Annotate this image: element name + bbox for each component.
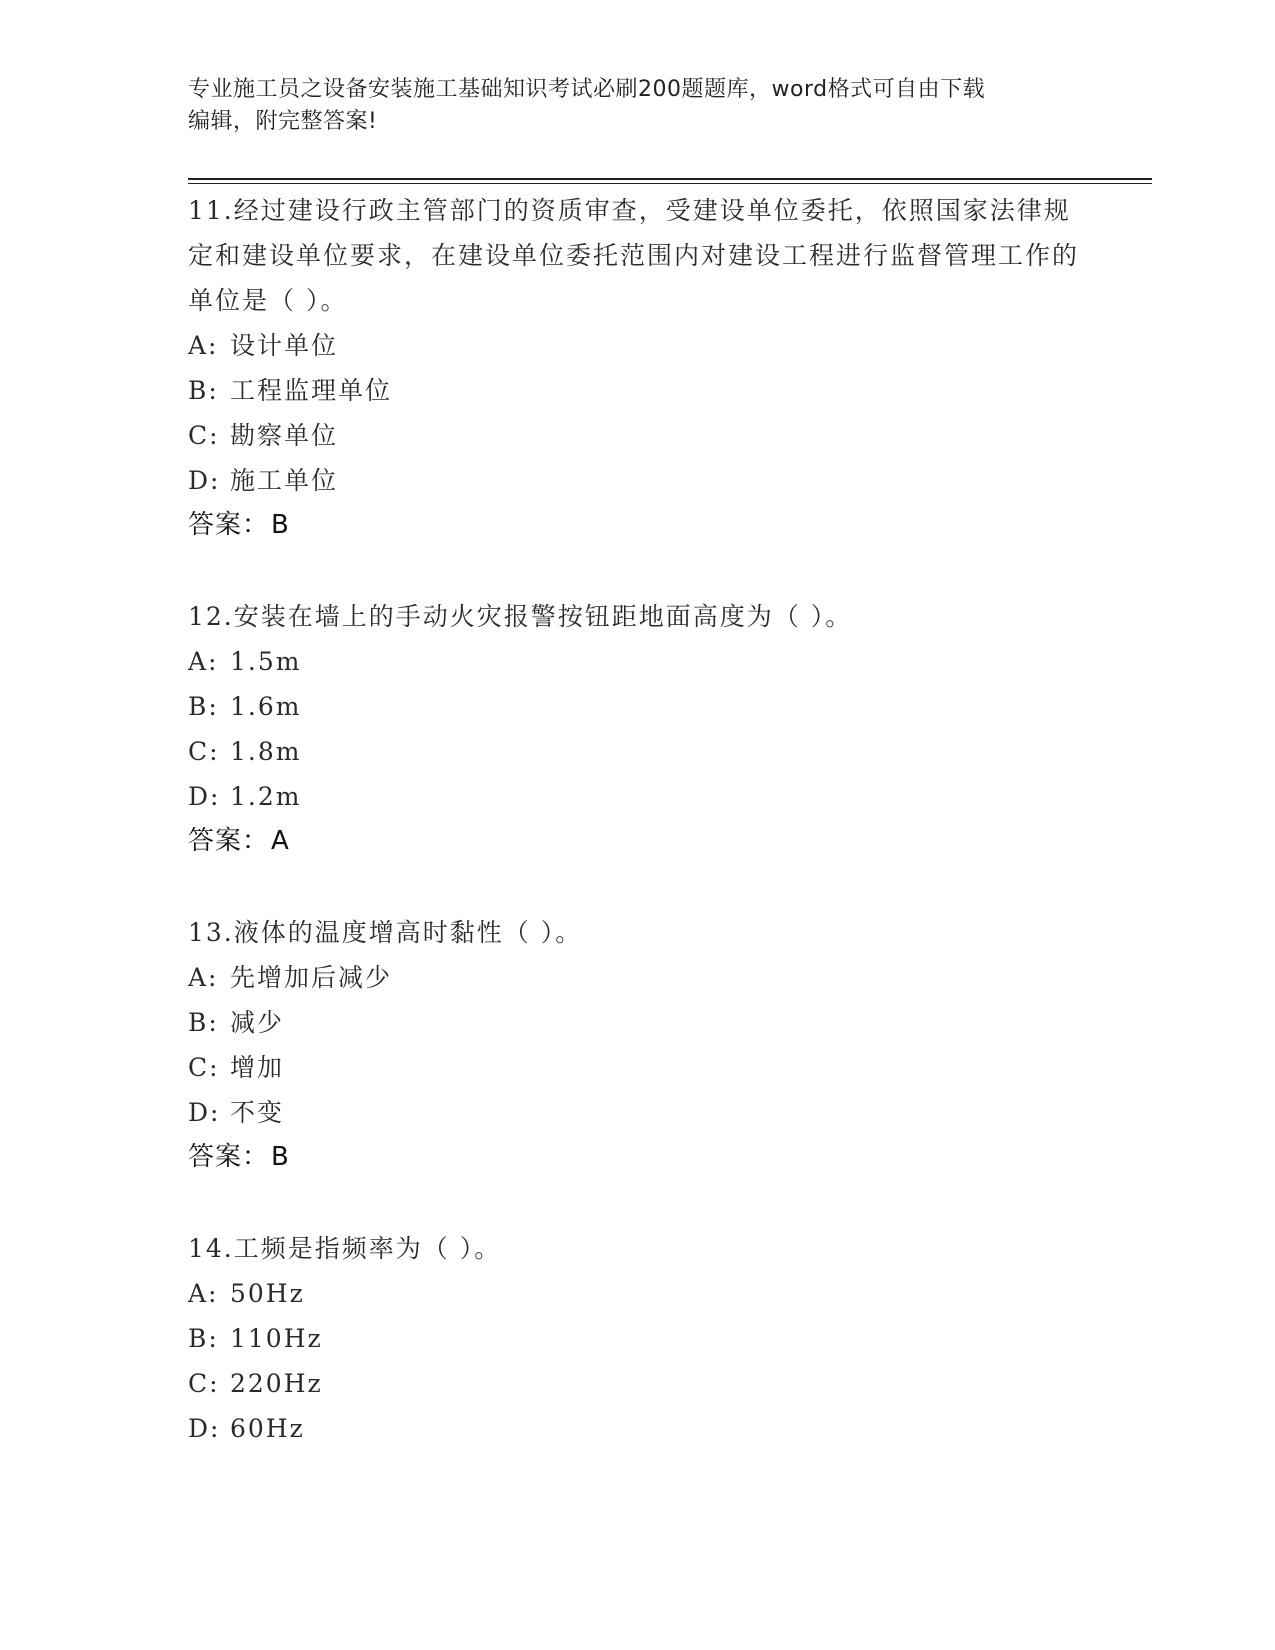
option-c [188,729,1088,774]
answer-line [188,503,1088,548]
option-b [188,1000,1088,1045]
answer-label: 答案： [188,826,270,856]
option-text: 工程监理单位 [230,376,393,405]
header-divider-thick [188,178,1152,180]
option-d [188,774,1088,819]
question-stem: 13.液体的温度增高时黏性（ ）。 [188,918,583,947]
document-header [188,74,1068,138]
option-key: D: [188,1414,221,1443]
option-key: A: [188,963,219,992]
option-text: 施工单位 [230,466,339,495]
question-13 [188,910,1088,1180]
option-key: A: [188,1279,219,1308]
option-text: 不变 [230,1098,285,1127]
option-c [188,413,1088,458]
answer-value: B [271,1142,290,1172]
question-stem: 14.工频是指频率为（ ）。 [188,1234,502,1263]
option-text: 先增加后减少 [230,963,393,992]
option-key: B: [188,692,219,721]
option-text: 减少 [230,1008,285,1037]
question-stem: 12.安装在墙上的手动火灾报警按钮距地面高度为（ ）。 [188,602,853,631]
option-a [188,323,1088,368]
option-a [188,639,1088,684]
option-key: D: [188,466,221,495]
question-list [188,188,1088,1497]
option-text: 110Hz [230,1324,323,1353]
answer-label: 答案： [188,510,270,540]
option-text: 1.5m [230,647,302,676]
option-c [188,1045,1088,1090]
option-a [188,1271,1088,1316]
answer-value: B [271,510,290,540]
option-text: 220Hz [230,1369,323,1398]
question-stem: 11.经过建设行政主管部门的资质审查，受建设单位委托，依照国家法律规定和建设单位要求，在建设单位委托范围内对建设工程进行监督管理工作的单位是（ ）。 [188,196,1080,315]
option-key: D: [188,782,221,811]
option-key: D: [188,1098,221,1127]
answer-line [188,819,1088,864]
option-text: 勘察单位 [230,421,339,450]
option-text: 增加 [230,1053,285,1082]
option-text: 1.6m [230,692,302,721]
option-text: 60Hz [230,1414,305,1443]
option-key: C: [188,737,220,766]
option-key: C: [188,1369,220,1398]
answer-label: 答案： [188,1142,270,1172]
option-a [188,955,1088,1000]
header-line-2: 编辑，附完整答案! [188,109,378,134]
option-key: A: [188,647,219,676]
option-d [188,1406,1088,1451]
option-d [188,1090,1088,1135]
option-b [188,368,1088,413]
option-text: 50Hz [230,1279,305,1308]
option-key: C: [188,1053,220,1082]
option-b [188,684,1088,729]
option-text: 1.8m [230,737,302,766]
option-d [188,458,1088,503]
question-11 [188,188,1088,548]
option-key: B: [188,376,219,405]
option-key: A: [188,331,219,360]
header-divider-thin [188,183,1152,184]
option-text: 设计单位 [230,331,339,360]
question-12 [188,594,1088,864]
option-key: B: [188,1008,219,1037]
option-text: 1.2m [230,782,302,811]
option-b [188,1316,1088,1361]
option-key: B: [188,1324,219,1353]
question-14 [188,1226,1088,1451]
answer-line [188,1135,1088,1180]
option-key: C: [188,421,220,450]
option-c [188,1361,1088,1406]
answer-value: A [271,826,290,856]
header-line-1: 专业施工员之设备安装施工基础知识考试必刷200题题库，word格式可自由下载 [188,77,986,102]
